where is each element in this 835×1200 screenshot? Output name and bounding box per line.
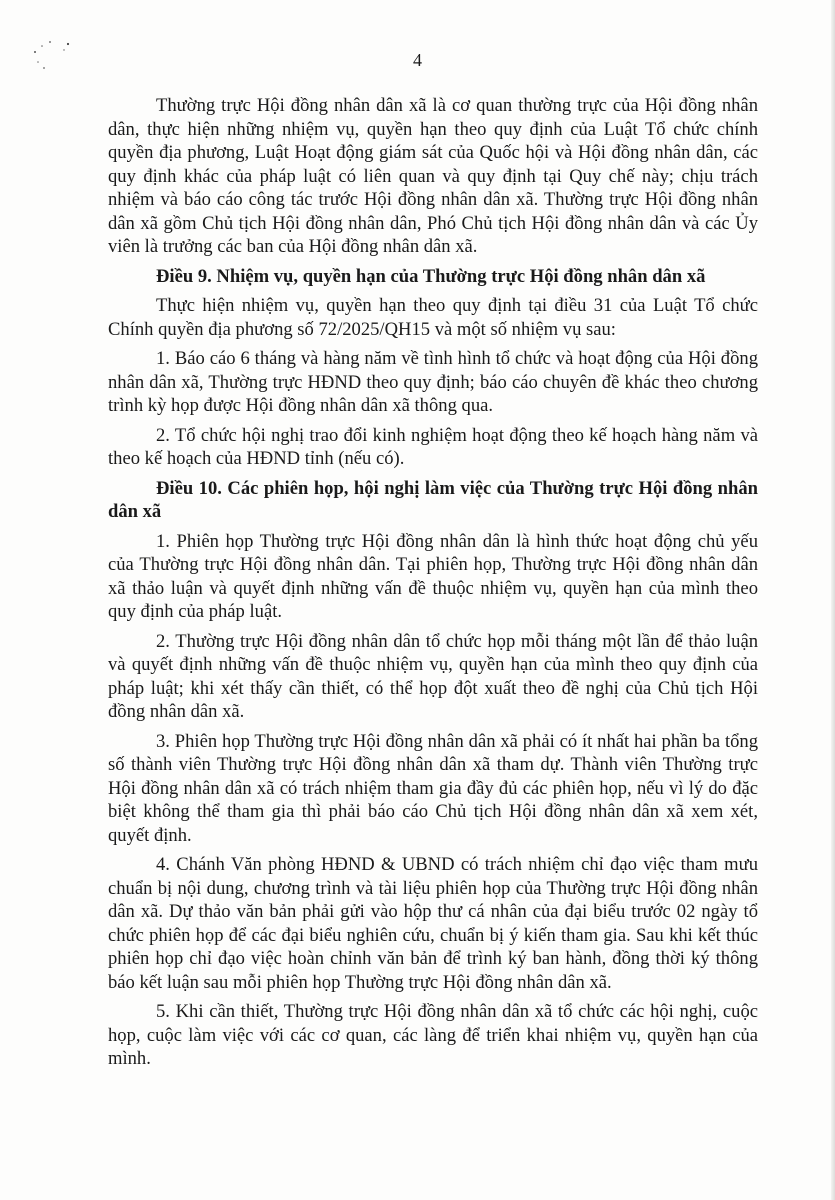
document-body xyxy=(108,94,758,1077)
paragraph-dieu-10-item-1: 1. Phiên họp Thường trực Hội đồng nhân dân là hình thức hoạt động chủ yếu của Thường trực Hội đồng nhân dân. Tại phiên họp, Thường trực Hội đồng nhân dân xã thảo luận và quyết định những vấn đề thuộc nhiệm vụ, quyền hạn của mình theo quy định của pháp luật. xyxy=(108,530,758,622)
paragraph-dieu-9-item-2: 2. Tổ chức hội nghị trao đổi kinh nghiệm hoạt động theo kế hoạch hàng năm và theo kế hoạch của HĐND tỉnh (nếu có). xyxy=(108,424,758,469)
paragraph-thuong-truc-intro: Thường trực Hội đồng nhân dân xã là cơ quan thường trực của Hội đồng nhân dân, thực hiện những nhiệm vụ, quyền hạn theo quy định của Luật Tổ chức chính quyền địa phương, Luật Hoạt động giám sát của Quốc hội và Hội đồng nhân dân, các quy định khác của pháp luật có liên quan và quy định tại Quy chế này; chịu trách nhiệm và báo cáo công tác trước Hội đồng nhân dân xã. Thường trực Hội đồng nhân dân xã gồm Chủ tịch Hội đồng nhân dân, Phó Chủ tịch Hội đồng nhân dân và các Ủy viên là trưởng các ban của Hội đồng nhân dân xã. xyxy=(108,95,758,257)
paragraph-dieu-10-item-3: 3. Phiên họp Thường trực Hội đồng nhân dân xã phải có ít nhất hai phần ba tổng số thành viên Thường trực Hội đồng nhân dân xã tham dự. Thành viên Thường trực Hội đồng nhân dân xã có trách nhiệm tham gia đầy đủ các phiên họp, nếu vì lý do đặc biệt không thể tham gia thì phải báo cáo Chủ tịch Hội đồng nhân dân xã xem xét, quyết định. xyxy=(108,730,758,846)
paragraph-dieu-9-item-1: 1. Báo cáo 6 tháng và hàng năm về tình hình tổ chức và hoạt động của Hội đồng nhân dân xã, Thường trực HĐND theo quy định; báo cáo chuyên đề khác theo chương trình kỳ họp được Hội đồng nhân dân xã thông qua. xyxy=(108,348,758,416)
heading-dieu-9: Điều 9. Nhiệm vụ, quyền hạn của Thường trực Hội đồng nhân dân xã xyxy=(156,265,706,287)
page-edge-shadow xyxy=(831,0,835,1200)
heading-dieu-10: Điều 10. Các phiên họp, hội nghị làm việc của Thường trực Hội đồng nhân dân xã xyxy=(108,477,758,522)
paragraph-dieu-10-item-2: 2. Thường trực Hội đồng nhân dân tổ chức họp mỗi tháng một lần để thảo luận và quyết định những vấn đề thuộc nhiệm vụ, quyền hạn của mình theo quy định của pháp luật; khi xét thấy cần thiết, có thể họp đột xuất theo đề nghị của Chủ tịch Hội đồng nhân dân xã. xyxy=(108,630,758,722)
paragraph-dieu-9-intro: Thực hiện nhiệm vụ, quyền hạn theo quy định tại điều 31 của Luật Tổ chức Chính quyền địa phương số 72/2025/QH15 và một số nhiệm vụ sau: xyxy=(108,295,758,340)
paragraph-dieu-10-item-4: 4. Chánh Văn phòng HĐND & UBND có trách nhiệm chỉ đạo việc tham mưu chuẩn bị nội dung, chương trình và tài liệu phiên họp của Thường trực Hội đồng nhân dân xã. Dự thảo văn bản phải gửi vào hộp thư cá nhân của đại biểu trước 02 ngày tổ chức phiên họp để các đại biểu nghiên cứu, chuẩn bị ý kiến tham gia. Sau khi kết thúc phiên họp chỉ đạo việc hoàn chỉnh văn bản để trình ký ban hành, đồng thời ký thông báo kết luận sau mỗi phiên họp Thường trực Hội đồng nhân dân xã. xyxy=(108,854,758,993)
page-number: 4 xyxy=(413,50,422,70)
paragraph-dieu-10-item-5: 5. Khi cần thiết, Thường trực Hội đồng nhân dân xã tổ chức các hội nghị, cuộc họp, cuộc làm việc với các cơ quan, các làng để triển khai nhiệm vụ, quyền hạn của mình. xyxy=(108,1001,758,1069)
